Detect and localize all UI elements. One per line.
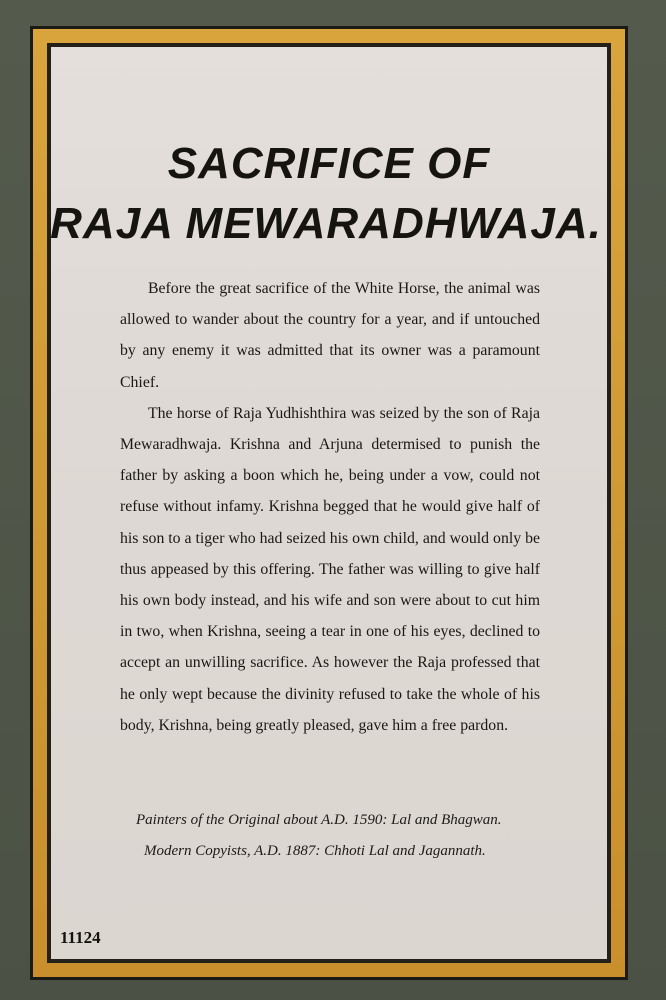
title-line-2: RAJA MEWARADHWAJA. <box>50 199 602 248</box>
paragraph-2: The horse of Raja Yudhishthira was seized by the son of Raja Mewaradhwaja. Krishna and Arjuna determised to punish the father by asking a boon which he, being under a vow, could not refuse without infamy. Krishna begged that he would give half of his son to a tiger who had seized his own child, and would only be thus appeased by this offering. The father was willing to give half his own body instead, and his wife and son were about to cut him in two, when Krishna, seeing a tear in one of his eyes, declined to accept an unwilling sacrifice. As however the Raja professed that he only wept because the divinity refused to take the whole of his body, Krishna, being greatly pleased, gave him a free pardon. <box>120 404 540 734</box>
label-panel <box>51 47 607 959</box>
paragraph-1: Before the great sacrifice of the White Horse, the animal was allowed to wander about the country for a year, and if untouched by any enemy it was admitted that its owner was a paramount Chief. <box>120 280 540 391</box>
painters-credit: Painters of the Original about A.D. 1590: Lal and Bhagwan. <box>136 812 502 828</box>
copyists-credit: Modern Copyists, A.D. 1887: Chhoti Lal and Jagannath. <box>144 843 486 859</box>
description-text <box>120 273 540 741</box>
catalogue-number: 11124 <box>60 928 101 947</box>
title-line-1: SACRIFICE OF <box>167 139 491 188</box>
